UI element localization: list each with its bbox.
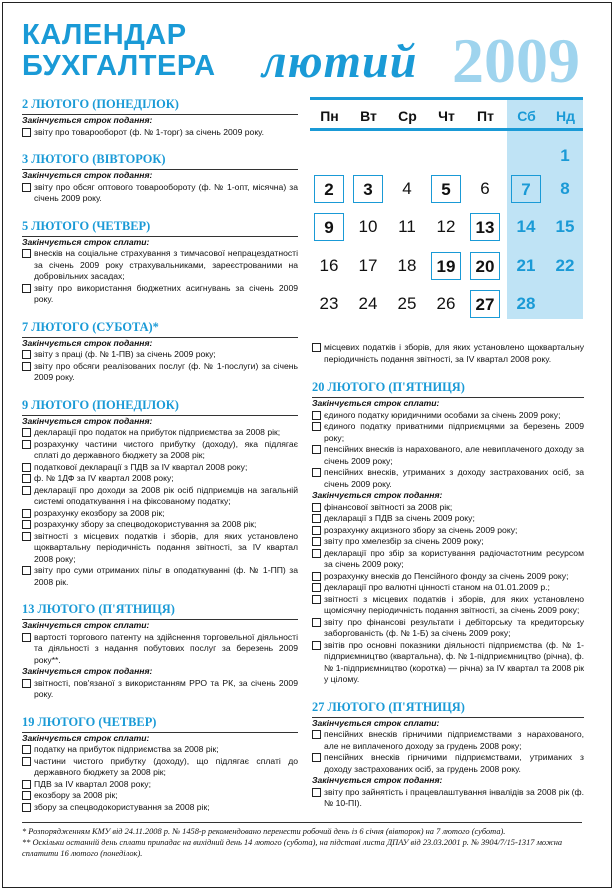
checklist-item-text: збору за спецводокористування за 2008 рік; <box>34 801 210 812</box>
footnote: ** Оскільки останній день сплати припадає на вихідний день 14 лютого (субота), на підставі листа ДПАУ від 23.03.2001 р. № 3904/7/15-1317 можна сплатити 16 лютого (понеділок). <box>22 838 563 858</box>
calendar-day[interactable]: 6 <box>480 179 490 198</box>
checkbox[interactable] <box>312 526 321 535</box>
checklist-item-text: звіту про суми отриманих пільг в оподаткуванні (ф. № 1-ПП) за 2008 рік. <box>34 565 298 587</box>
checkbox[interactable] <box>22 249 31 258</box>
calendar-day[interactable]: 14 <box>516 217 536 236</box>
checkbox[interactable] <box>312 753 321 762</box>
calendar-day[interactable]: 9 <box>314 213 344 241</box>
checkbox[interactable] <box>312 788 321 797</box>
checklist-item <box>312 525 584 537</box>
checklist-item <box>312 617 584 640</box>
checklist-item <box>22 473 298 485</box>
left-column <box>22 96 298 826</box>
checklist-item-text: податкової декларації з ПДВ за IV квартал 2008 року; <box>34 461 248 472</box>
checklist-item-text: декларації про збір за користування радіочастотним ресурсом за січень 2009 року; <box>324 547 584 569</box>
checklist-item <box>312 729 584 752</box>
weekday-label: Пн <box>320 108 339 124</box>
checkbox[interactable] <box>312 343 321 352</box>
checklist-item <box>22 508 298 520</box>
month-calendar <box>310 97 583 321</box>
checklist-item-text: фінансової звітності за 2008 рік; <box>324 501 453 512</box>
calendar-day[interactable]: 18 <box>397 256 417 275</box>
checklist-item-text: звіту про фінансові результати і дебіторську та кредиторську заборгованість (ф. № 1-Б) за січень 2009 року; <box>324 616 584 638</box>
calendar-day[interactable]: 11 <box>398 217 416 236</box>
year-title: 2009 <box>452 25 580 96</box>
checkbox[interactable] <box>312 618 321 627</box>
checkbox[interactable] <box>22 532 31 541</box>
deadline-subheading: Закінчується строк подання: <box>22 666 153 676</box>
checklist-item <box>22 485 298 508</box>
checkbox[interactable] <box>312 641 321 650</box>
checklist-item <box>312 548 584 571</box>
checklist-item-text: ПДВ за IV квартал 2008 року; <box>34 778 151 789</box>
deadline-subheading: Закінчується строк сплати: <box>22 620 150 630</box>
checklist-item-text: декларації з ПДВ за січень 2009 року; <box>324 513 475 523</box>
brand-title <box>22 20 216 82</box>
section-title: 13 ЛЮТОГО (П'ЯТНИЦЯ) <box>22 602 175 616</box>
checkbox[interactable] <box>22 803 31 812</box>
brand-line-1: КАЛЕНДАР <box>22 19 187 51</box>
calendar-day[interactable]: 1 <box>560 146 570 165</box>
checklist-item <box>312 467 584 490</box>
checkbox[interactable] <box>312 422 321 431</box>
checklist-item-text: розрахунку акцизного збору за січень 2009 року; <box>324 524 518 535</box>
checklist-item <box>22 283 298 306</box>
checklist-item <box>22 427 298 439</box>
checklist-item <box>312 571 584 583</box>
calendar-day[interactable]: 28 <box>516 294 536 313</box>
section-title: 7 ЛЮТОГО (СУБОТА)* <box>22 319 159 334</box>
checkbox[interactable] <box>22 440 31 449</box>
checkbox[interactable] <box>312 537 321 546</box>
deadline-section <box>22 397 298 589</box>
checklist-item <box>22 678 298 701</box>
checklist-item-text: звіту про зайнятість і працевлаштування інвалідів за 2008 рік (ф. № 10-ПІ). <box>324 786 584 808</box>
checkbox[interactable] <box>22 791 31 800</box>
continuation-item <box>312 342 584 365</box>
deadline-section <box>22 96 298 138</box>
checkbox[interactable] <box>22 183 31 192</box>
weekday-label: Нд <box>556 108 575 124</box>
checklist-item <box>22 779 298 791</box>
checklist-item-text: декларації про податок на прибуток підприємства за 2008 рік; <box>34 427 281 437</box>
calendar-day[interactable]: 20 <box>470 252 500 280</box>
footnotes <box>22 826 582 859</box>
month-title: лютий <box>262 35 418 88</box>
deadline-section <box>312 699 584 810</box>
checkbox[interactable] <box>312 445 321 454</box>
checklist-item <box>22 462 298 474</box>
checkbox[interactable] <box>312 730 321 739</box>
checkbox[interactable] <box>312 595 321 604</box>
weekday-label: Пт <box>477 108 494 124</box>
calendar-day[interactable]: 26 <box>436 294 456 313</box>
checklist-item <box>22 565 298 588</box>
checkbox[interactable] <box>22 566 31 575</box>
checklist-item-text: податку на прибуток підприємства за 2008 рік; <box>34 744 219 754</box>
calendar-day[interactable]: 4 <box>402 179 412 198</box>
checklist-item <box>22 632 298 667</box>
section-title: 5 ЛЮТОГО (ЧЕТВЕР) <box>22 218 151 233</box>
checklist-item <box>22 744 298 756</box>
checklist-item-text: пенсійних внесків гірничими підприємствами, утриманих з доходу застрахованих осіб, за грудень 2008 року. <box>324 752 584 774</box>
calendar-day[interactable]: 15 <box>555 217 575 236</box>
checklist-item <box>22 182 298 205</box>
checklist-item <box>312 787 584 810</box>
deadline-subheading: Закінчується строк сплати: <box>22 732 150 743</box>
calendar-day[interactable]: 23 <box>319 294 339 313</box>
calendar-day[interactable]: 3 <box>353 175 383 203</box>
calendar-day[interactable]: 7 <box>511 175 541 203</box>
checklist-item-text: екозбору за 2008 рік; <box>34 790 118 800</box>
checklist-item <box>22 127 298 139</box>
checkbox[interactable] <box>22 780 31 789</box>
calendar-day[interactable]: 27 <box>470 290 500 318</box>
calendar-day[interactable]: 21 <box>516 256 536 275</box>
checkbox[interactable] <box>22 428 31 437</box>
deadline-section <box>22 601 298 701</box>
checklist-item <box>312 594 584 617</box>
checkbox[interactable] <box>312 411 321 420</box>
checkbox[interactable] <box>22 284 31 293</box>
checklist-item-text: розрахунку внесків до Пенсійного фонду за січень 2009 року; <box>324 570 569 581</box>
checklist-item-text: звіту з праці (ф. № 1-ПВ) за січень 2009 року; <box>34 349 216 359</box>
checklist-item <box>312 502 584 514</box>
checklist-item-text: пенсійних внесків із нарахованого, але невиплаченого доходу за січень 2009 року; <box>324 444 584 466</box>
deadline-subheading: Закінчується строк подання: <box>312 775 443 785</box>
deadline-subheading: Закінчується строк сплати: <box>312 398 440 408</box>
calendar-day[interactable]: 12 <box>436 217 456 236</box>
checklist-item-text: звіту про обсяг оптового товарообороту (ф. № 1-опт, місячна) за січень 2009 року. <box>34 181 298 203</box>
section-title: 20 ЛЮТОГО (П'ЯТНИЦЯ) <box>312 380 465 394</box>
checklist-item <box>312 421 584 444</box>
checkbox[interactable] <box>22 757 31 766</box>
checklist-item <box>22 439 298 462</box>
checklist-item <box>22 349 298 361</box>
checkbox[interactable] <box>22 633 31 642</box>
checklist-item-text: ф. № 1ДФ за IV квартал 2008 року; <box>34 473 174 483</box>
section-title: 3 ЛЮТОГО (ВІВТОРОК) <box>22 152 166 166</box>
checklist-item <box>22 790 298 802</box>
footnote: * Розпорядженням КМУ від 24.11.2008 р. № 1458-р рекомендовано перенести робочий день із 6 січня (вівторок) на 7 лютого (субота). <box>22 827 506 836</box>
deadline-subheading: Закінчується строк подання: <box>22 337 153 348</box>
checkbox[interactable] <box>22 463 31 472</box>
deadline-subheading: Закінчується строк подання: <box>22 170 153 180</box>
checklist-item <box>312 752 584 775</box>
checklist-item-text: звіту про використання бюджетних асигнувань за січень 2009 року. <box>34 282 298 304</box>
checklist-item-text: пенсійних внесків, утриманих з доходу застрахованих осіб, за січень 2009 року. <box>324 467 584 489</box>
checklist-item-text: вартості торгового патенту на здійснення торговельної діяльності та діяльності з надання побутових послуг за березень 2009 року**. <box>34 631 298 665</box>
checkbox[interactable] <box>22 362 31 371</box>
checklist-item-text: пенсійних внесків гірничими підприємствами з нарахованого, але не виплаченого доходу за грудень 2008 року; <box>324 729 584 751</box>
checkbox[interactable] <box>22 509 31 518</box>
calendar-day[interactable]: 19 <box>431 252 461 280</box>
checklist-item <box>312 536 584 548</box>
checkbox[interactable] <box>22 745 31 754</box>
brand-line-2: БУХГАЛТЕРА <box>22 50 216 82</box>
checklist-item-text: звітності з місцевих податків і зборів, для яких установлено щоквартальну періодичність подання звітності, за IV квартал 2008 року; <box>34 530 298 564</box>
checklist-item <box>22 531 298 566</box>
checkbox[interactable] <box>312 468 321 477</box>
checklist-item-text: декларації про доходи за 2008 рік осіб підприємців на загальній системі оподаткування і на фіксованому податку; <box>34 484 298 506</box>
checklist-item <box>312 640 584 686</box>
calendar-day[interactable]: 25 <box>397 294 417 313</box>
weekday-label: Ср <box>398 108 417 124</box>
calendar-day[interactable]: 5 <box>431 175 461 203</box>
checklist-item <box>312 513 584 525</box>
checklist-item-text: частини чистого прибутку (доходу), що підлягає сплаті до державного бюджету за 2008 рік; <box>34 755 298 777</box>
deadline-section <box>22 714 298 814</box>
deadline-section <box>22 218 298 306</box>
calendar-day[interactable]: 16 <box>319 256 339 275</box>
checklist-item-text: розрахунку частини чистого прибутку (доходу), яка підлягає сплаті до державного бюджету за 2008 рік; <box>34 438 298 460</box>
calendar-day[interactable]: 24 <box>358 294 378 313</box>
deadline-section <box>312 379 584 686</box>
checkbox[interactable] <box>22 474 31 483</box>
calendar-day[interactable]: 22 <box>555 256 575 275</box>
deadline-section <box>22 319 298 384</box>
section-title: 19 ЛЮТОГО (ЧЕТВЕР) <box>22 714 157 729</box>
checkbox[interactable] <box>22 679 31 688</box>
continuation-text: місцевих податків і зборів, для яких установлено щоквартальну періодичність подання звітності, за IV квартал 2008 року. <box>324 342 584 364</box>
checklist-item <box>22 248 298 283</box>
calendar-day[interactable]: 8 <box>560 179 570 198</box>
section-title: 27 ЛЮТОГО (П'ЯТНИЦЯ) <box>312 699 465 714</box>
calendar-day[interactable]: 10 <box>358 217 378 236</box>
checklist-item-text: звіту про товарооборот (ф. № 1-торг) за січень 2009 року. <box>34 126 264 137</box>
deadline-subheading: Закінчується строк подання: <box>22 115 153 125</box>
checklist-item <box>22 802 298 814</box>
checklist-item-text: єдиного податку юридичними особами за січень 2009 року; <box>324 409 561 420</box>
checklist-item <box>22 519 298 531</box>
checklist-item <box>312 444 584 467</box>
checkbox[interactable] <box>22 486 31 495</box>
checkbox[interactable] <box>312 583 321 592</box>
checklist-item <box>22 756 298 779</box>
checkbox[interactable] <box>22 520 31 529</box>
checklist-item <box>312 582 584 594</box>
checklist-item-text: звіту про хмелезбір за січень 2009 року; <box>324 536 484 546</box>
checkbox[interactable] <box>312 503 321 512</box>
right-column <box>312 342 584 823</box>
checklist-item-text: внесків на соціальне страхування з тимчасової непрацездатності за січень 2009 року страхувальниками, зареєстрованими на добровільних засадах; <box>34 248 298 281</box>
calendar-day[interactable]: 13 <box>470 213 500 241</box>
weekday-label: Вт <box>360 108 377 124</box>
calendar-day[interactable]: 2 <box>314 175 344 203</box>
calendar-day[interactable]: 17 <box>358 256 378 275</box>
deadline-subheading: Закінчується строк сплати: <box>312 717 440 728</box>
checklist-item <box>22 361 298 384</box>
checklist-item-text: звітів про основні показники діяльності підприємства (ф. № 1-підприємництво (квартальна), ф. № 1-підприємництво (річна), ф. № 1-підприємництво (коротка) — річна) за IV квартал та 2008 рік у цілому. <box>324 639 584 684</box>
checkbox[interactable] <box>312 549 321 558</box>
checklist-item-text: розрахунку збору за спецводокористування за 2008 рік; <box>34 519 257 529</box>
deadline-subheading: Закінчується строк подання: <box>22 415 153 426</box>
checkbox[interactable] <box>312 572 321 581</box>
weekday-label: Сб <box>517 108 536 124</box>
checklist-item <box>312 410 584 422</box>
checklist-item-text: звітності з місцевих податків і зборів, для яких установлено щомісячну періодичність подання звітності, за січень 2009 року; <box>324 593 584 615</box>
section-title: 2 ЛЮТОГО (ПОНЕДІЛОК) <box>22 97 179 111</box>
checkbox[interactable] <box>22 128 31 137</box>
weekday-label: Чт <box>438 108 455 124</box>
section-title: 9 ЛЮТОГО (ПОНЕДІЛОК) <box>22 397 179 412</box>
checklist-item-text: звітності, пов'язаної з використанням РРО та РК, за січень 2009 року. <box>34 677 298 699</box>
footnote-rule <box>22 822 582 823</box>
deadline-section <box>22 151 298 205</box>
checkbox[interactable] <box>22 350 31 359</box>
checklist-item-text: звіту про обсяги реалізованих послуг (ф. № 1-послуги) за січень 2009 року. <box>34 360 298 382</box>
checklist-item-text: розрахунку екозбору за 2008 рік; <box>34 507 165 518</box>
checklist-item-text: єдиного податку приватними підприємцями за березень 2009 року; <box>324 421 584 443</box>
calendar-weekday-header <box>310 97 583 131</box>
checklist-item-text: декларації про валютні цінності станом на 01.01.2009 р.; <box>324 582 550 592</box>
checkbox[interactable] <box>312 514 321 523</box>
deadline-subheading: Закінчується строк сплати: <box>22 236 150 247</box>
deadline-subheading: Закінчується строк подання: <box>312 490 443 500</box>
